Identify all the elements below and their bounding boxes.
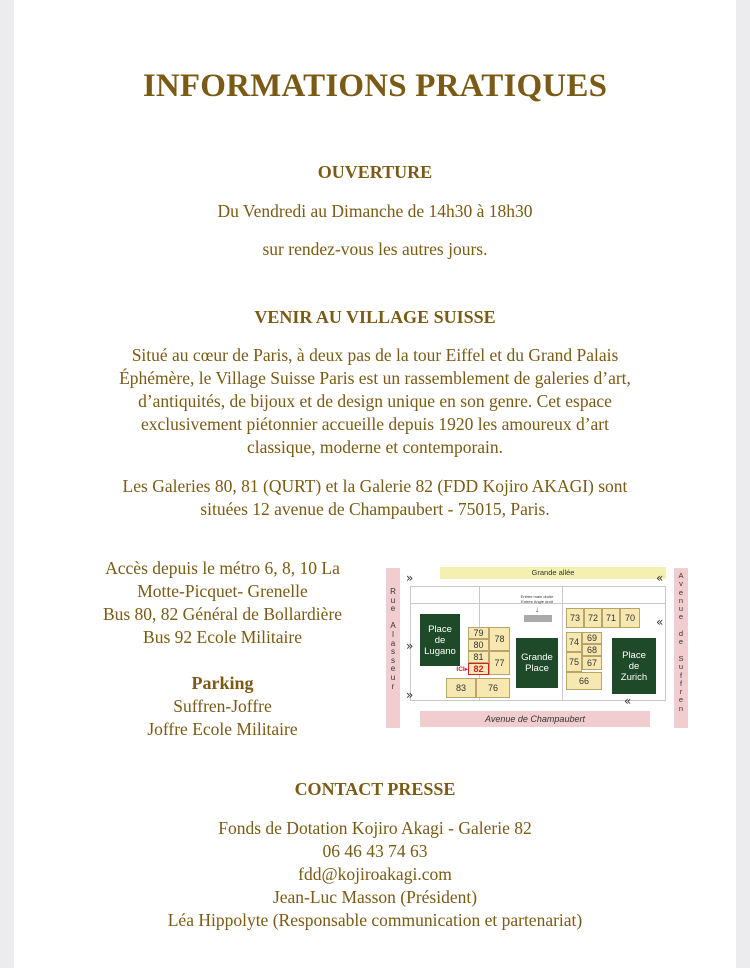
- map-entrance-bar: [524, 615, 552, 622]
- map-arrow-icon: »: [406, 688, 414, 702]
- map-stall-72: 72: [584, 608, 602, 628]
- contact-president: Jean-Luc Masson (Président): [272, 887, 478, 907]
- map-arrow-icon: «: [656, 571, 664, 585]
- access-line: Bus 80, 82 Général de Bollardière: [102, 604, 343, 624]
- press-contact-heading: CONTACT PRESSE: [294, 779, 456, 799]
- description-line: classique, moderne et contemporain.: [246, 437, 504, 457]
- map-arrow-icon: »: [406, 571, 414, 585]
- access-line: Motte-Picquet- Grenelle: [137, 581, 308, 601]
- map-bottom-street: Avenue de Champaubert: [420, 711, 650, 727]
- description-line: d’antiquités, de bijoux et de design unique en son genre. Cet espace: [138, 391, 612, 411]
- map-stall-69: 69: [582, 632, 602, 644]
- page-title: INFORMATIONS PRATIQUES: [142, 68, 608, 104]
- map-stall-83: 83: [446, 678, 476, 698]
- contact-organization: Fonds de Dotation Kojiro Akagi - Galerie 82: [218, 818, 532, 838]
- transport-access: [70, 557, 375, 741]
- address-line: Les Galeries 80, 81 (QURT) et la Galerie 82 (FDD Kojiro AKAGI) sont: [122, 476, 628, 496]
- contact-email[interactable]: fdd@kojiroakagi.com: [298, 864, 452, 884]
- map-arrow-icon: «: [656, 615, 664, 629]
- map-right-street-label: A v e n u e d e S u f f r e n: [678, 571, 684, 713]
- description-line: exclusivement piétonnier accueille depuis 1920 les amoureux d’art: [141, 414, 609, 434]
- map-stall-71: 71: [602, 608, 620, 628]
- map-stall-82: 82: [468, 663, 489, 675]
- opening-hours: Du Vendredi au Dimanche de 14h30 à 18h30: [217, 201, 533, 221]
- description-line: Situé au cœur de Paris, à deux pas de la tour Eiffel et du Grand Palais: [131, 345, 619, 365]
- map-stall-76: 76: [476, 678, 510, 698]
- contact-phone: 06 46 43 74 63: [322, 841, 428, 861]
- map-stall-81: 81: [468, 651, 489, 663]
- parking-heading: Parking: [191, 673, 254, 693]
- village-description: [70, 344, 680, 459]
- map-stall-67: 67: [582, 656, 602, 670]
- map-top-street: Grande allée: [440, 567, 666, 579]
- access-line: Accès depuis le métro 6, 8, 10 La: [105, 558, 340, 578]
- map-grande-place: Grande Place: [516, 638, 558, 688]
- map-stall-66: 66: [566, 672, 602, 690]
- map-down-arrow-icon: ↓: [535, 605, 539, 614]
- entrance-note-line: Entrée main droite: [520, 594, 554, 599]
- map-stall-68: 68: [582, 644, 602, 656]
- description-line: Éphémère, le Village Suisse Paris est un rassemblement de galeries d’art,: [119, 368, 631, 388]
- parking-line: Joffre Ecole Militaire: [147, 719, 298, 739]
- map-stall-70: 70: [620, 608, 640, 628]
- map-arrow-icon: »: [406, 639, 414, 653]
- opening-appointment: sur rendez-vous les autres jours.: [262, 239, 488, 259]
- map-stall-79: 79: [468, 627, 489, 639]
- access-line: Bus 92 Ecole Militaire: [143, 627, 302, 647]
- map-stall-80: 80: [468, 639, 489, 651]
- map-here-label: ICI: [456, 666, 465, 673]
- contact-communication: Léa Hippolyte (Responsable communication et partenariat): [167, 910, 583, 930]
- gallery-address: [70, 475, 680, 521]
- map-entrance-note: [520, 594, 554, 604]
- address-line: situées 12 avenue de Champaubert - 75015, Paris.: [200, 499, 550, 519]
- parking-line: Suffren-Joffre: [173, 696, 272, 716]
- map-place-zurich: Place de Zurich: [612, 638, 656, 694]
- map-stall-74: 74: [566, 632, 582, 652]
- directions-heading: VENIR AU VILLAGE SUISSE: [254, 307, 496, 327]
- map-stall-78: 78: [489, 627, 510, 651]
- map-here-marker: ICI▸: [456, 666, 468, 673]
- map-arrow-icon: «: [624, 694, 632, 708]
- map-place-lugano: Place de Lugano: [420, 614, 460, 666]
- map-stall-73: 73: [566, 608, 584, 628]
- map-stall-77: 77: [489, 651, 510, 675]
- village-map: [384, 566, 692, 732]
- opening-heading: OUVERTURE: [317, 162, 433, 182]
- entrance-note-line: Entrée Angle droit: [521, 599, 553, 604]
- map-stall-75: 75: [566, 652, 582, 672]
- map-left-street-label: R u e A l a s s e u r: [390, 587, 396, 691]
